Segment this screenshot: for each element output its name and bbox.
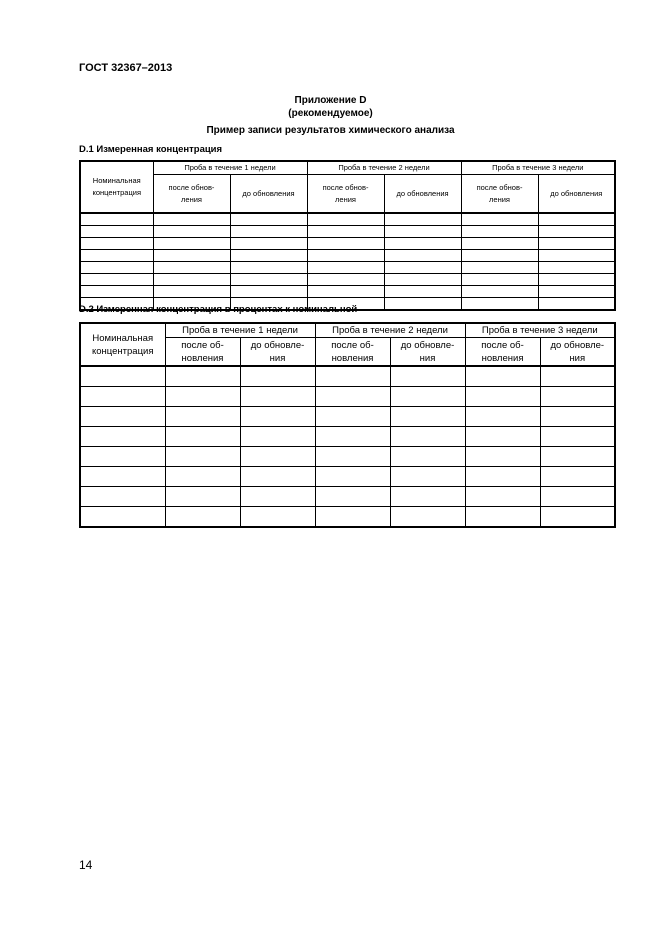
table-cell (307, 238, 384, 250)
table-cell (461, 298, 538, 311)
table-cell (538, 286, 615, 298)
table-cell (80, 407, 165, 427)
after-update-header: после обнов- ления (461, 175, 538, 214)
page-number: 14 (79, 858, 93, 872)
table-cell (80, 387, 165, 407)
table-cell (80, 226, 153, 238)
table-row (80, 366, 615, 387)
table-cell (538, 298, 615, 311)
table-cell (390, 407, 465, 427)
table-cell (540, 366, 615, 387)
table-cell (315, 387, 390, 407)
section2-title: D.2 Измеренная концентрация в процентах к номинальной (79, 304, 358, 315)
table-cell (230, 238, 307, 250)
table-cell (461, 286, 538, 298)
before-update-header: до обновле- ния (240, 338, 315, 367)
table-cell (307, 226, 384, 238)
table-cell (240, 447, 315, 467)
week2-header: Проба в течение 2 недели (307, 161, 461, 175)
table-cell (80, 487, 165, 507)
table-cell (165, 407, 240, 427)
table-cell (240, 427, 315, 447)
table-row (80, 487, 615, 507)
before-update-header: до обновления (230, 175, 307, 214)
table-cell (390, 487, 465, 507)
table-cell (165, 427, 240, 447)
table-cell (384, 213, 461, 226)
table-cell (230, 213, 307, 226)
table-cell (384, 250, 461, 262)
week3-header: Проба в течение 3 недели (465, 323, 615, 338)
after-update-header: после об- новления (165, 338, 240, 367)
table-cell (80, 274, 153, 286)
table-cell (538, 238, 615, 250)
table-cell (230, 250, 307, 262)
table-cell (80, 213, 153, 226)
table-cell (240, 507, 315, 528)
table-cell (384, 274, 461, 286)
table-cell (165, 467, 240, 487)
table-cell (465, 507, 540, 528)
table-cell (461, 274, 538, 286)
before-update-header: до обновле- ния (540, 338, 615, 367)
table-row (80, 262, 615, 274)
week2-header: Проба в течение 2 недели (315, 323, 465, 338)
table-cell (315, 507, 390, 528)
appendix-title: Приложение D (294, 95, 367, 106)
table-cell (240, 407, 315, 427)
table-cell (307, 274, 384, 286)
table-cell (465, 487, 540, 507)
table-row (80, 213, 615, 226)
after-update-header: после обнов- ления (153, 175, 230, 214)
table-cell (80, 507, 165, 528)
table-cell (538, 226, 615, 238)
before-update-header: до обновле- ния (390, 338, 465, 367)
table-cell (540, 487, 615, 507)
after-update-header: после обнов- ления (307, 175, 384, 214)
table-cell (153, 238, 230, 250)
table-cell (540, 407, 615, 427)
nominal-header: Номинальная концентрация (80, 323, 165, 366)
table-cell (461, 250, 538, 262)
table-cell (230, 274, 307, 286)
appendix-status: (рекомендуемое) (288, 108, 373, 119)
table-cell (390, 447, 465, 467)
table-row (80, 238, 615, 250)
table-cell (153, 213, 230, 226)
table-cell (315, 407, 390, 427)
table-cell (390, 467, 465, 487)
table-cell (390, 366, 465, 387)
table-cell (315, 427, 390, 447)
table-row (80, 286, 615, 298)
table-cell (540, 447, 615, 467)
table-cell (461, 262, 538, 274)
table-cell (315, 366, 390, 387)
table-cell (384, 226, 461, 238)
table-cell (390, 507, 465, 528)
appendix-heading: Пример записи результатов химического анализа (206, 125, 455, 136)
table-cell (461, 226, 538, 238)
nominal-header: Номинальная концентрация (80, 161, 153, 213)
table-cell (538, 274, 615, 286)
table-cell (165, 447, 240, 467)
table-cell (540, 427, 615, 447)
document-header: ГОСТ 32367–2013 (79, 62, 173, 74)
table-cell (240, 487, 315, 507)
table-cell (80, 467, 165, 487)
table-cell (80, 447, 165, 467)
table-cell (538, 213, 615, 226)
table-row (80, 274, 615, 286)
table-cell (240, 366, 315, 387)
table-cell (153, 226, 230, 238)
table-cell (465, 447, 540, 467)
week1-header: Проба в течение 1 недели (153, 161, 307, 175)
table-cell (384, 262, 461, 274)
before-update-header: до обновления (384, 175, 461, 214)
table-row (80, 407, 615, 427)
table-cell (80, 366, 165, 387)
table-cell (315, 487, 390, 507)
table-cell (153, 286, 230, 298)
table-cell (540, 387, 615, 407)
table-cell (390, 427, 465, 447)
table-cell (153, 250, 230, 262)
after-update-header: после об- новления (465, 338, 540, 367)
table-cell (80, 250, 153, 262)
before-update-header: до обновления (538, 175, 615, 214)
table-row (80, 427, 615, 447)
table-cell (538, 262, 615, 274)
table-cell (230, 286, 307, 298)
table-row (80, 250, 615, 262)
measured-concentration-table (79, 160, 616, 311)
table-cell (240, 467, 315, 487)
table-cell (307, 262, 384, 274)
table-cell (384, 298, 461, 311)
table-cell (307, 213, 384, 226)
table-cell (165, 387, 240, 407)
table-cell (540, 467, 615, 487)
table-cell (538, 250, 615, 262)
table-cell (461, 238, 538, 250)
table-cell (384, 238, 461, 250)
table-cell (240, 387, 315, 407)
table-cell (384, 286, 461, 298)
table-cell (80, 427, 165, 447)
table-cell (390, 387, 465, 407)
table-row (80, 447, 615, 467)
table-cell (465, 427, 540, 447)
table-row (80, 507, 615, 528)
table-row (80, 387, 615, 407)
table-row (80, 467, 615, 487)
table-cell (153, 274, 230, 286)
after-update-header: после об- новления (315, 338, 390, 367)
week1-header: Проба в течение 1 недели (165, 323, 315, 338)
percent-concentration-table (79, 322, 616, 528)
table-row (80, 226, 615, 238)
table-cell (465, 407, 540, 427)
table-cell (465, 387, 540, 407)
table-cell (165, 366, 240, 387)
table-cell (230, 262, 307, 274)
table-cell (465, 366, 540, 387)
table-cell (153, 262, 230, 274)
table-cell (165, 507, 240, 528)
section1-title: D.1 Измеренная концентрация (79, 144, 223, 155)
table-cell (307, 250, 384, 262)
table-cell (540, 507, 615, 528)
table-cell (80, 262, 153, 274)
table-cell (165, 487, 240, 507)
table-cell (307, 286, 384, 298)
table-cell (80, 238, 153, 250)
table-cell (465, 467, 540, 487)
table-cell (230, 226, 307, 238)
week3-header: Проба в течение 3 недели (461, 161, 615, 175)
table-cell (315, 467, 390, 487)
table-cell (315, 447, 390, 467)
table-cell (80, 286, 153, 298)
table-cell (461, 213, 538, 226)
